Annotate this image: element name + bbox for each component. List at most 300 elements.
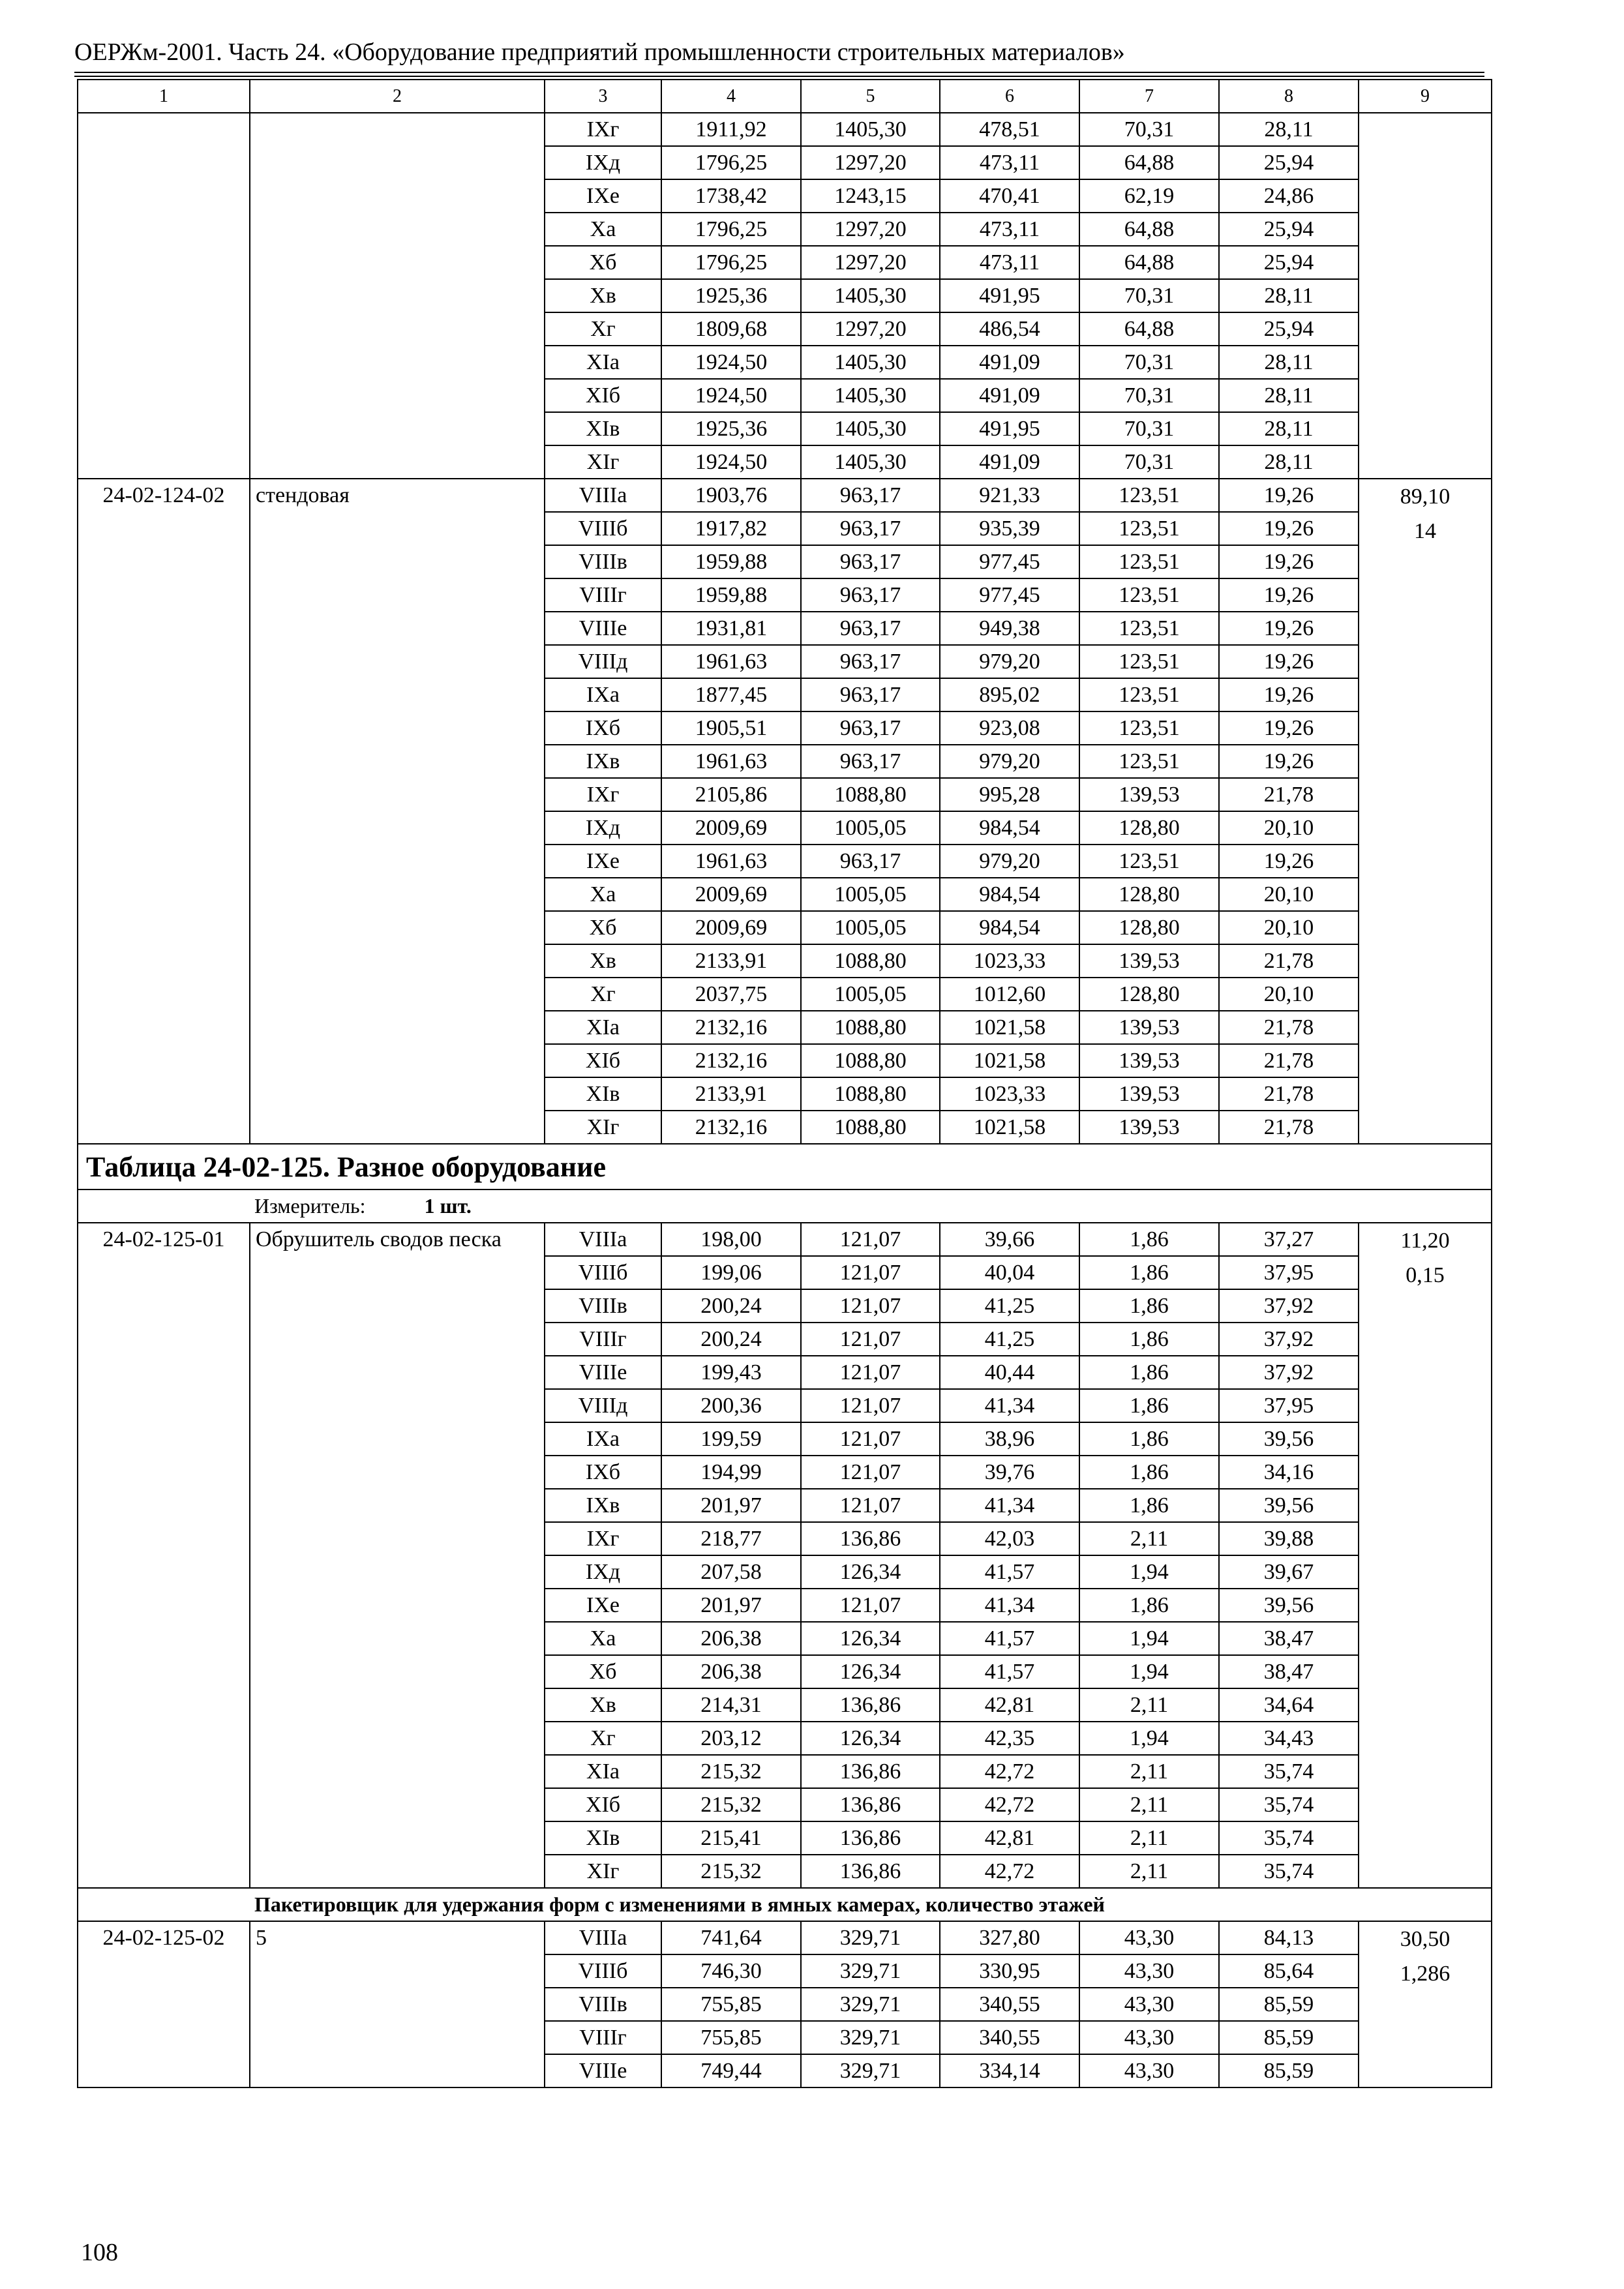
rate-name: 5: [250, 1921, 545, 2087]
cell-col-4: 215,32: [661, 1788, 801, 1821]
cell-col-8: 37,92: [1219, 1356, 1359, 1389]
cell-col-4: 2132,16: [661, 1044, 801, 1077]
cell-col-4: 1959,88: [661, 545, 801, 578]
labor-value: 11,20: [1400, 1229, 1450, 1253]
cell-col-6: 41,25: [940, 1323, 1079, 1356]
cell-col-3: IXг: [545, 778, 661, 811]
cell-col-3: VIIIд: [545, 1389, 661, 1422]
rates-table: [77, 79, 1492, 2088]
column-number: 6: [940, 80, 1079, 113]
subheading: Пакетировщик для удержания форм с изменениями в ямных камерах, количество этажей: [78, 1888, 1492, 1921]
cell-col-3: IXд: [545, 811, 661, 845]
cell-col-5: 1297,20: [801, 146, 940, 179]
cell-col-7: 1,86: [1079, 1589, 1219, 1622]
cell-col-5: 1297,20: [801, 312, 940, 346]
cell-col-5: 136,86: [801, 1755, 940, 1788]
cell-col-7: 2,11: [1079, 1821, 1219, 1855]
cell-col-7: 123,51: [1079, 745, 1219, 778]
cell-col-4: 741,64: [661, 1921, 801, 1954]
cell-col-6: 977,45: [940, 578, 1079, 612]
cell-col-6: 42,35: [940, 1722, 1079, 1755]
cell-col-7: 123,51: [1079, 645, 1219, 678]
cell-col-3: XIб: [545, 1788, 661, 1821]
labor-values: [1359, 1223, 1492, 1888]
cell-col-4: 199,59: [661, 1422, 801, 1456]
cell-col-4: 1924,50: [661, 346, 801, 379]
cell-col-3: Xг: [545, 978, 661, 1011]
cell-col-7: 123,51: [1079, 711, 1219, 745]
cell-col-7: 1,86: [1079, 1323, 1219, 1356]
rate-name: [250, 113, 545, 479]
cell-col-7: 70,31: [1079, 379, 1219, 412]
cell-col-5: 329,71: [801, 1988, 940, 2021]
cell-col-4: 755,85: [661, 1988, 801, 2021]
cell-col-7: 1,86: [1079, 1422, 1219, 1456]
cell-col-5: 963,17: [801, 578, 940, 612]
cell-col-7: 64,88: [1079, 146, 1219, 179]
cell-col-4: 2132,16: [661, 1011, 801, 1044]
cell-col-7: 139,53: [1079, 1077, 1219, 1111]
cell-col-6: 1012,60: [940, 978, 1079, 1011]
cell-col-3: IXе: [545, 179, 661, 213]
cell-col-3: Xб: [545, 1655, 661, 1688]
cell-col-6: 977,45: [940, 545, 1079, 578]
cell-col-7: 128,80: [1079, 811, 1219, 845]
cell-col-5: 1005,05: [801, 811, 940, 845]
cell-col-5: 963,17: [801, 645, 940, 678]
cell-col-4: 1924,50: [661, 445, 801, 479]
rate-name: Обрушитель сводов песка: [250, 1223, 545, 1888]
cell-col-5: 1297,20: [801, 213, 940, 246]
cell-col-3: XIг: [545, 1111, 661, 1144]
cell-col-5: 1088,80: [801, 778, 940, 811]
cell-col-8: 38,47: [1219, 1622, 1359, 1655]
cell-col-6: 41,34: [940, 1589, 1079, 1622]
cell-col-6: 41,57: [940, 1655, 1079, 1688]
cell-col-4: 206,38: [661, 1622, 801, 1655]
cell-col-8: 34,43: [1219, 1722, 1359, 1755]
cell-col-7: 2,11: [1079, 1688, 1219, 1722]
cell-col-3: IXб: [545, 711, 661, 745]
cell-col-8: 21,78: [1219, 778, 1359, 811]
cell-col-5: 121,07: [801, 1589, 940, 1622]
cell-col-8: 20,10: [1219, 878, 1359, 911]
cell-col-5: 126,34: [801, 1555, 940, 1589]
cell-col-5: 121,07: [801, 1323, 940, 1356]
cell-col-6: 42,03: [940, 1522, 1079, 1555]
cell-col-3: VIIIа: [545, 479, 661, 512]
cell-col-6: 491,09: [940, 445, 1079, 479]
cell-col-4: 1905,51: [661, 711, 801, 745]
cell-col-4: 1924,50: [661, 379, 801, 412]
cell-col-7: 123,51: [1079, 612, 1219, 645]
cell-col-6: 984,54: [940, 911, 1079, 944]
cell-col-7: 139,53: [1079, 778, 1219, 811]
cell-col-6: 340,55: [940, 2021, 1079, 2054]
cell-col-6: 42,72: [940, 1788, 1079, 1821]
cell-col-5: 1005,05: [801, 978, 940, 1011]
cell-col-8: 37,92: [1219, 1323, 1359, 1356]
cell-col-3: VIIIв: [545, 545, 661, 578]
cell-col-7: 139,53: [1079, 1044, 1219, 1077]
cell-col-7: 43,30: [1079, 2021, 1219, 2054]
cell-col-6: 41,57: [940, 1622, 1079, 1655]
cell-col-6: 923,08: [940, 711, 1079, 745]
cell-col-6: 491,95: [940, 412, 1079, 445]
cell-col-7: 43,30: [1079, 1954, 1219, 1988]
cell-col-5: 1005,05: [801, 878, 940, 911]
cell-col-8: 21,78: [1219, 1077, 1359, 1111]
cell-col-6: 478,51: [940, 113, 1079, 146]
cell-col-3: IXг: [545, 1522, 661, 1555]
measure-cell: [78, 1189, 1492, 1223]
cell-col-5: 1005,05: [801, 911, 940, 944]
cell-col-5: 136,86: [801, 1522, 940, 1555]
cell-col-8: 21,78: [1219, 944, 1359, 978]
cell-col-3: IXв: [545, 1489, 661, 1522]
cell-col-3: Xг: [545, 312, 661, 346]
cell-col-3: IXд: [545, 1555, 661, 1589]
cell-col-5: 963,17: [801, 845, 940, 878]
cell-col-6: 491,09: [940, 379, 1079, 412]
cell-col-7: 2,11: [1079, 1755, 1219, 1788]
measure-label: Измеритель:: [254, 1194, 366, 1218]
cell-col-4: 206,38: [661, 1655, 801, 1688]
measure-unit: 1 шт.: [424, 1194, 472, 1218]
cell-col-5: 1405,30: [801, 279, 940, 312]
cell-col-6: 42,81: [940, 1821, 1079, 1855]
cell-col-8: 39,56: [1219, 1589, 1359, 1622]
cell-col-4: 1809,68: [661, 312, 801, 346]
cell-col-7: 43,30: [1079, 1921, 1219, 1954]
cell-col-3: Xб: [545, 911, 661, 944]
cell-col-6: 921,33: [940, 479, 1079, 512]
cell-col-6: 334,14: [940, 2054, 1079, 2087]
cell-col-8: 28,11: [1219, 346, 1359, 379]
rate-code: 24-02-125-01: [78, 1223, 250, 1888]
cell-col-7: 70,31: [1079, 279, 1219, 312]
cell-col-8: 28,11: [1219, 412, 1359, 445]
cell-col-5: 1405,30: [801, 445, 940, 479]
cell-col-5: 329,71: [801, 2021, 940, 2054]
rate-name: стендовая: [250, 479, 545, 1144]
cell-col-8: 19,26: [1219, 612, 1359, 645]
column-number-row: [78, 80, 1492, 113]
cell-col-8: 20,10: [1219, 978, 1359, 1011]
cell-col-6: 895,02: [940, 678, 1079, 711]
cell-col-7: 2,11: [1079, 1855, 1219, 1888]
cell-col-3: IXб: [545, 1456, 661, 1489]
cell-col-3: Xа: [545, 1622, 661, 1655]
cell-col-8: 35,74: [1219, 1855, 1359, 1888]
cell-col-7: 139,53: [1079, 1111, 1219, 1144]
cell-col-7: 1,86: [1079, 1223, 1219, 1256]
cell-col-6: 473,11: [940, 246, 1079, 279]
cell-col-8: 35,74: [1219, 1821, 1359, 1855]
cell-col-4: 215,41: [661, 1821, 801, 1855]
cell-col-5: 963,17: [801, 545, 940, 578]
cell-col-8: 19,26: [1219, 479, 1359, 512]
cell-col-4: 200,36: [661, 1389, 801, 1422]
cell-col-8: 21,78: [1219, 1044, 1359, 1077]
cell-col-5: 121,07: [801, 1389, 940, 1422]
cell-col-6: 491,09: [940, 346, 1079, 379]
cell-col-4: 1911,92: [661, 113, 801, 146]
cell-col-7: 123,51: [1079, 545, 1219, 578]
cell-col-3: XIг: [545, 445, 661, 479]
cell-col-3: Xа: [545, 878, 661, 911]
cell-col-6: 979,20: [940, 845, 1079, 878]
cell-col-3: IXе: [545, 845, 661, 878]
cell-col-8: 35,74: [1219, 1788, 1359, 1821]
header-rule: [74, 72, 1484, 73]
cell-col-4: 755,85: [661, 2021, 801, 2054]
cell-col-6: 40,04: [940, 1256, 1079, 1289]
cell-col-8: 34,16: [1219, 1456, 1359, 1489]
cell-col-5: 329,71: [801, 1954, 940, 1988]
cell-col-5: 136,86: [801, 1688, 940, 1722]
cell-col-5: 121,07: [801, 1422, 940, 1456]
table-row: [78, 1223, 1492, 1256]
cell-col-6: 470,41: [940, 179, 1079, 213]
cell-col-5: 126,34: [801, 1722, 940, 1755]
cell-col-6: 995,28: [940, 778, 1079, 811]
cell-col-8: 38,47: [1219, 1655, 1359, 1688]
cell-col-6: 38,96: [940, 1422, 1079, 1456]
table-row: [78, 1921, 1492, 1954]
table-row: [78, 113, 1492, 146]
cell-col-6: 42,81: [940, 1688, 1079, 1722]
cell-col-6: 41,34: [940, 1489, 1079, 1522]
cell-col-4: 1877,45: [661, 678, 801, 711]
cell-col-7: 1,86: [1079, 1289, 1219, 1323]
cell-col-4: 2009,69: [661, 911, 801, 944]
cell-col-6: 984,54: [940, 878, 1079, 911]
labor-value: 30,50: [1400, 1927, 1451, 1951]
cell-col-8: 37,92: [1219, 1289, 1359, 1323]
cell-col-3: XIа: [545, 1011, 661, 1044]
table-title: Таблица 24-02-125. Разное оборудование: [78, 1144, 1492, 1189]
cell-col-8: 28,11: [1219, 445, 1359, 479]
column-number: 1: [78, 80, 250, 113]
cell-col-4: 201,97: [661, 1589, 801, 1622]
cell-col-7: 62,19: [1079, 179, 1219, 213]
cell-col-3: IXд: [545, 146, 661, 179]
cell-col-4: 2037,75: [661, 978, 801, 1011]
cell-col-3: XIб: [545, 1044, 661, 1077]
cell-col-4: 200,24: [661, 1289, 801, 1323]
column-number: 3: [545, 80, 661, 113]
cell-col-4: 2133,91: [661, 944, 801, 978]
cell-col-4: 199,06: [661, 1256, 801, 1289]
cell-col-7: 1,86: [1079, 1389, 1219, 1422]
cell-col-6: 1023,33: [940, 1077, 1079, 1111]
cell-col-3: XIа: [545, 346, 661, 379]
cell-col-5: 329,71: [801, 1921, 940, 1954]
labor-value: 0,15: [1406, 1263, 1445, 1287]
cell-col-5: 121,07: [801, 1356, 940, 1389]
cell-col-7: 64,88: [1079, 246, 1219, 279]
cell-col-4: 1796,25: [661, 146, 801, 179]
cell-col-3: IXе: [545, 1589, 661, 1622]
cell-col-8: 28,11: [1219, 279, 1359, 312]
cell-col-4: 199,43: [661, 1356, 801, 1389]
labor-values: [1359, 1921, 1492, 2087]
cell-col-4: 1961,63: [661, 645, 801, 678]
cell-col-3: VIIIб: [545, 512, 661, 545]
cell-col-6: 486,54: [940, 312, 1079, 346]
cell-col-5: 121,07: [801, 1289, 940, 1323]
cell-col-6: 39,76: [940, 1456, 1079, 1489]
cell-col-3: VIIIа: [545, 1921, 661, 1954]
cell-col-7: 123,51: [1079, 512, 1219, 545]
cell-col-5: 1088,80: [801, 1111, 940, 1144]
cell-col-7: 64,88: [1079, 213, 1219, 246]
cell-col-5: 121,07: [801, 1256, 940, 1289]
cell-col-5: 1405,30: [801, 379, 940, 412]
cell-col-3: IXг: [545, 113, 661, 146]
cell-col-8: 20,10: [1219, 811, 1359, 845]
cell-col-6: 39,66: [940, 1223, 1079, 1256]
cell-col-6: 41,34: [940, 1389, 1079, 1422]
cell-col-4: 1959,88: [661, 578, 801, 612]
labor-value: 89,10: [1400, 485, 1451, 509]
cell-col-3: IXв: [545, 745, 661, 778]
cell-col-4: 218,77: [661, 1522, 801, 1555]
measure-row: [78, 1189, 1492, 1223]
cell-col-7: 70,31: [1079, 445, 1219, 479]
cell-col-6: 40,44: [940, 1356, 1079, 1389]
cell-col-4: 200,24: [661, 1323, 801, 1356]
cell-col-5: 1243,15: [801, 179, 940, 213]
cell-col-3: IXа: [545, 678, 661, 711]
cell-col-6: 473,11: [940, 213, 1079, 246]
cell-col-7: 1,94: [1079, 1722, 1219, 1755]
cell-col-8: 25,94: [1219, 213, 1359, 246]
column-number: 8: [1219, 80, 1359, 113]
header-rule: [74, 76, 1484, 77]
cell-col-8: 19,26: [1219, 845, 1359, 878]
cell-col-5: 121,07: [801, 1223, 940, 1256]
cell-col-4: 749,44: [661, 2054, 801, 2087]
cell-col-3: Xа: [545, 213, 661, 246]
cell-col-3: VIIIе: [545, 2054, 661, 2087]
cell-col-3: XIг: [545, 1855, 661, 1888]
cell-col-3: VIIIа: [545, 1223, 661, 1256]
cell-col-8: 21,78: [1219, 1011, 1359, 1044]
labor-value: 1,286: [1400, 1962, 1451, 1986]
cell-col-4: 1796,25: [661, 246, 801, 279]
column-number: 7: [1079, 80, 1219, 113]
cell-col-8: 19,26: [1219, 711, 1359, 745]
cell-col-7: 123,51: [1079, 578, 1219, 612]
cell-col-4: 1738,42: [661, 179, 801, 213]
column-number: 5: [801, 80, 940, 113]
cell-col-7: 123,51: [1079, 479, 1219, 512]
cell-col-8: 25,94: [1219, 246, 1359, 279]
cell-col-8: 39,56: [1219, 1422, 1359, 1456]
cell-col-5: 1088,80: [801, 944, 940, 978]
cell-col-7: 43,30: [1079, 2054, 1219, 2087]
cell-col-8: 39,56: [1219, 1489, 1359, 1522]
cell-col-8: 37,95: [1219, 1256, 1359, 1289]
cell-col-8: 20,10: [1219, 911, 1359, 944]
cell-col-5: 121,07: [801, 1456, 940, 1489]
cell-col-6: 984,54: [940, 811, 1079, 845]
cell-col-5: 963,17: [801, 479, 940, 512]
labor-value: 14: [1414, 519, 1436, 543]
cell-col-5: 136,86: [801, 1821, 940, 1855]
cell-col-5: 963,17: [801, 711, 940, 745]
cell-col-3: XIа: [545, 1755, 661, 1788]
cell-col-5: 121,07: [801, 1489, 940, 1522]
cell-col-3: Xв: [545, 1688, 661, 1722]
cell-col-8: 19,26: [1219, 545, 1359, 578]
cell-col-7: 70,31: [1079, 412, 1219, 445]
cell-col-8: 19,26: [1219, 745, 1359, 778]
cell-col-8: 85,59: [1219, 1988, 1359, 2021]
cell-col-5: 1405,30: [801, 412, 940, 445]
cell-col-8: 19,26: [1219, 678, 1359, 711]
cell-col-6: 935,39: [940, 512, 1079, 545]
cell-col-5: 963,17: [801, 612, 940, 645]
cell-col-6: 327,80: [940, 1921, 1079, 1954]
page-number: 108: [81, 2239, 118, 2266]
cell-col-5: 963,17: [801, 678, 940, 711]
cell-col-8: 34,64: [1219, 1688, 1359, 1722]
cell-col-4: 1903,76: [661, 479, 801, 512]
cell-col-4: 215,32: [661, 1855, 801, 1888]
cell-col-5: 963,17: [801, 745, 940, 778]
cell-col-3: VIIIв: [545, 1988, 661, 2021]
cell-col-5: 1405,30: [801, 346, 940, 379]
cell-col-8: 85,59: [1219, 2021, 1359, 2054]
cell-col-7: 139,53: [1079, 944, 1219, 978]
cell-col-8: 25,94: [1219, 146, 1359, 179]
cell-col-3: VIIIд: [545, 645, 661, 678]
cell-col-8: 37,95: [1219, 1389, 1359, 1422]
cell-col-3: VIIIв: [545, 1289, 661, 1323]
cell-col-6: 1021,58: [940, 1111, 1079, 1144]
cell-col-6: 979,20: [940, 645, 1079, 678]
cell-col-7: 2,11: [1079, 1788, 1219, 1821]
cell-col-3: VIIIг: [545, 1323, 661, 1356]
cell-col-4: 2105,86: [661, 778, 801, 811]
cell-col-6: 473,11: [940, 146, 1079, 179]
cell-col-7: 1,94: [1079, 1622, 1219, 1655]
cell-col-5: 1088,80: [801, 1044, 940, 1077]
cell-col-7: 70,31: [1079, 346, 1219, 379]
cell-col-8: 19,26: [1219, 645, 1359, 678]
cell-col-4: 1961,63: [661, 745, 801, 778]
cell-col-7: 1,86: [1079, 1489, 1219, 1522]
cell-col-6: 491,95: [940, 279, 1079, 312]
cell-col-6: 41,25: [940, 1289, 1079, 1323]
cell-col-6: 340,55: [940, 1988, 1079, 2021]
table-title-row: [78, 1144, 1492, 1189]
cell-col-5: 136,86: [801, 1855, 940, 1888]
cell-col-4: 203,12: [661, 1722, 801, 1755]
cell-col-5: 126,34: [801, 1655, 940, 1688]
subheading-row: [78, 1888, 1492, 1921]
cell-col-6: 1021,58: [940, 1011, 1079, 1044]
cell-col-7: 1,86: [1079, 1356, 1219, 1389]
cell-col-8: 84,13: [1219, 1921, 1359, 1954]
cell-col-4: 214,31: [661, 1688, 801, 1722]
cell-col-4: 2132,16: [661, 1111, 801, 1144]
cell-col-8: 28,11: [1219, 113, 1359, 146]
column-number: 9: [1359, 80, 1492, 113]
